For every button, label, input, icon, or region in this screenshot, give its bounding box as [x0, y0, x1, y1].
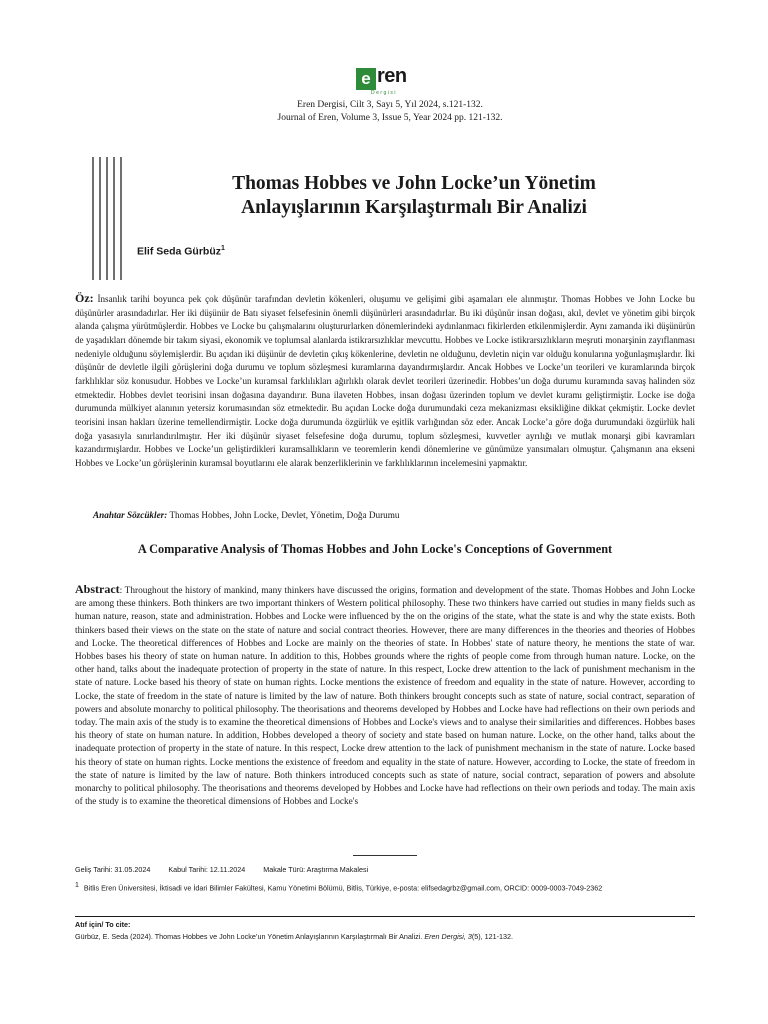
article-dates: [75, 865, 368, 874]
logo-letter: e: [356, 68, 376, 90]
decorative-bars: [92, 157, 122, 280]
decorative-bar: [99, 157, 101, 280]
keywords: [93, 510, 400, 520]
english-abstract-label: Abstract: [75, 582, 120, 596]
author-note-marker: 1: [221, 245, 225, 252]
author-name: [137, 245, 225, 258]
decorative-bar: [120, 157, 122, 280]
author-name-text: Elif Seda Gürbüz: [137, 245, 222, 258]
accepted-date: Kabul Tarihi: 12.11.2024: [168, 865, 246, 874]
cite-text-after: (5), 121-132.: [471, 932, 514, 941]
decorative-bar: [113, 157, 115, 280]
article-type: Makale Türü: Araştırma Makalesi: [263, 865, 369, 874]
english-title: A Comparative Analysis of Thomas Hobbes and John Locke's Conceptions of Government: [137, 542, 613, 556]
footnote-separator: [353, 855, 417, 856]
logo-word: ren: [377, 65, 407, 87]
footnote-marker: 1: [75, 882, 79, 889]
footnote-text: Bitlis Eren Üniversitesi, İktisadi ve İdari Bilimler Fakültesi, Kamu Yönetimi Bölümü, Bitlis, Türkiye, e-posta: elifsedagrbz@gmail.com, ORCID: 0009-0003-7049-2362: [83, 883, 603, 893]
english-abstract: Abstract: Throughout the history of mankind, many thinkers have discussed the origins, formation and development of the state. Thomas Hobbes and John Locke are among these thinkers. Both thinkers are two important thinkers of Western political philosophy. These two thinkers have carried out studies in many fields such as human nature, reason, state and administration. Hobbes and Locke were influenced by the on the origins of the state, what the state is and why the state exists. Both thinkers based their views on the state on the state of nature and social contract theories. However, there are many differences in the theories and theories of Hobbes and Locke. The theoretical differences of Hobbes and Locke are mainly on the theories of state. In Hobbes' state of nature theory, he mentions the state of war. Hobbes bases his theory of state on human nature. In addition to this, Hobbes grounds where the rights of people come from through human nature. Locke, on the other hand, talks about the inadequate protection of property in the state of nature. In this respect, Locke drew attention to the lack of punishment mechanism in the state of nature. Locke based his theory of state on human rights. Locke mentions the existence of freedom and equality in the state of nature. However, according to Locke, the state of freedom in the state of nature is limited by the law of nature. Both thinkers brought concepts such as state of nature, social contract, separation of powers and absolute monarchy to political philosophy. The theorisations and theorems developed by Hobbes and Locke have had reflections on their own periods and today. The main axis of the study is to examine the theoretical dimensions of Hobbes and Locke's views and to analyse their similarities and differences. Hobbes bases his theory of state on human nature. In addition, Hobbes developed a theory of society and state based on human nature. Locke, on the other hand, talks about the inadequate protection of property in the state of nature. In this respect, Locke drew attention to the lack of punishment mechanism in the state of nature. Locke based his theory of state on human rights. Locke mentions the existence of freedom and equality in the state of nature. However, according to Locke, the state of freedom in the state of nature is limited by the law of nature. Both thinkers introduced concepts such as state of nature, social contract, separation of powers and absolute monarchy to political philosophy. The theorisations and theorems developed by Hobbes and Locke have had reflections on their own periods and today. The main axis of the study is to examine the theoretical dimensions of Hobbes and Locke's: [75, 582, 695, 808]
turkish-abstract-text: İnsanlık tarihi boyunca pek çok düşünür tarafından devletin kökenleri, oluşumu ve gelişimi gibi aşamaları ele alınmıştır. Thomas Hobbes ve John Locke bu düşünürler arasındadırlar. Her iki düşünür de Batı siyaset felsefesinin önemli düşünürleri arasındadırlar. Bu iki düşünür insan doğası, akıl, devlet ve yönetim gibi birçok alanda çalışma yürütmüşlerdir. Hobbes ve Locke bu çalışmalarını oluştururlarken dönemlerindeki aydınlanmacı fikirlerden etkilenmişlerdir. Aynı zamanda iki düşünürün de yaşadıkları dönemde bir takım siyasi, ekonomik ve toplumsal alanlarda istikrarsızlıklar mevcuttu. Hobbes ve Locke istikrarsızlıkların meşruti monarşinin zayıflanması nedeniyle olduğunu söylemişlerdir. Bu açıdan iki düşünür de devletin çıkış kökenlerine, devletin ne olduğunu, devletin niçin var olduğu konularına yoğunlaşmışlardır. İki düşünür de devletle ilgili görüşlerini doğa durumu ve toplum sözleşmesi kuramlarına dayandırmışlardır. Ancak Hobbes ve Locke’un teorileri ve kuramlarında birçok farklılıklar söz konusudur. Hobbes ve Locke’un kuramsal farklılıkları ağırlıklı olarak devlet teorileri üzerinedir. Hobbes’un doğa durumu kuramında savaş halinden söz etmektedir. Hobbes devlet teorisini insan doğasına dayandırır. Buna ilaveten Hobbes, insan doğası üzerinden toplum ve devlet kuramı geliştirmiştir. Locke ise doğa durumunda mülkiyet alanının yetersiz korumasından söz etmektedir. Bu açıdan Locke doğa durumundaki ceza mekanizması eksikliğine dikkat çekmiştir. Locke devlet teorisini insan hakları üzerine temellendirmiştir. Locke doğa durumunda özgürlük ve eşitlik varlığından söz eder. Ancak Locke’a göre doğa durumundaki özgürlük hali doğa yasasıyla sınırlandırılmıştır. Her iki düşünür siyaset felsefesine doğa durumu, toplum sözleşmesi, kuvvetler ayrılığı ve mutlak monarşi gibi kavramları kazandırmışlardır. Hobbes ve Locke’un geliştirdikleri kuramsallıkların ve teoremlerin kendi dönemlerine ve günümüze yansımaları olmuştur. Çalışmanın ana ekseni Hobbes ve Locke’un görüşlerinin kuramsal boyutlarını ele alarak benzerliklerinin ve farklılıklarının incelemesini yapmaktır.: [75, 294, 695, 468]
decorative-bar: [106, 157, 108, 280]
cite-text-before: Gürbüz, E. Seda (2024). Thomas Hobbes ve John Locke’un Yönetim Anlayışlarının Karşılaştırmalı Bir Analizi.: [75, 932, 425, 941]
english-abstract-text: Throughout the history of mankind, many thinkers have discussed the origins, formation and development of the state. Thomas Hobbes and John Locke are among these thinkers. Both thinkers are two important thinkers of Western political philosophy. These two thinkers have carried out studies in many fields such as human nature, reason, state and administration. Hobbes and Locke were influenced by the on the origins of the state, what the state is and why the state exists. Both thinkers based their views on the state on the state of nature and social contract theories. However, there are many differences in the theories and theories of Hobbes and Locke. The theoretical differences of Hobbes and Locke are mainly on the theories of state. In Hobbes' state of nature theory, he mentions the state of war. Hobbes bases his theory of state on human nature. In addition to this, Hobbes grounds where the rights of people come from through human nature. Locke, on the other hand, talks about the inadequate protection of property in the state of nature. In this respect, Locke drew attention to the lack of punishment mechanism in the state of nature. Locke based his theory of state on human rights. Locke mentions the existence of freedom and equality in the state of nature. However, according to Locke, the state of freedom in the state of nature is limited by the law of nature. Both thinkers brought concepts such as state of nature, social contract, separation of powers and absolute monarchy to political philosophy. The theorisations and theorems developed by Hobbes and Locke have had reflections on their own periods and today. The main axis of the study is to examine the theoretical dimensions of Hobbes and Locke's views and to analyse their similarities and differences. Hobbes bases his theory of state on human nature. In addition, Hobbes developed a theory of society and state based on human nature. Locke, on the other hand, talks about the inadequate protection of property in the state of nature. In this respect, Locke drew attention to the lack of punishment mechanism in the state of nature. Locke based his theory of state on human rights. Locke mentions the existence of freedom and equality in the state of nature. However, according to Locke, the state of freedom in the state of nature is limited by the law of nature. Both thinkers introduced concepts such as state of nature, social contract, separation of powers and absolute monarchy to political philosophy. The theorisations and theorems developed by Hobbes and Locke have had reflections on their own periods and today. The main axis of the study is to examine the theoretical dimensions of Hobbes and Locke's: [75, 586, 695, 808]
logo-subtext: Dergisi: [370, 90, 398, 96]
citation-rule: [75, 916, 695, 917]
citation-tr: Eren Dergisi, Cilt 3, Sayı 5, Yıl 2024, s.121-132.: [297, 100, 483, 110]
cite-heading: Atıf için/ To cite:: [75, 920, 131, 929]
turkish-abstract-label: Öz:: [75, 291, 94, 305]
journal-citation: [230, 99, 550, 125]
cite-journal: Eren Dergisi, 3: [424, 932, 472, 941]
decorative-bar: [92, 157, 94, 280]
cite-reference: [75, 932, 715, 941]
keywords-label: Anahtar Sözcükler:: [93, 510, 168, 520]
keywords-text: Thomas Hobbes, John Locke, Devlet, Yönetim, Doğa Durumu: [169, 510, 400, 520]
received-date: Geliş Tarihi: 31.05.2024: [75, 865, 151, 874]
citation-en: Journal of Eren, Volume 3, Issue 5, Year 2024 pp. 121-132.: [277, 113, 503, 123]
turkish-abstract: [75, 292, 695, 471]
article-title: Thomas Hobbes ve John Locke’un Yönetim Anlayışlarının Karşılaştırmalı Bir Analizi: [232, 173, 596, 218]
journal-logo: [356, 67, 412, 96]
author-footnote: [75, 880, 695, 894]
